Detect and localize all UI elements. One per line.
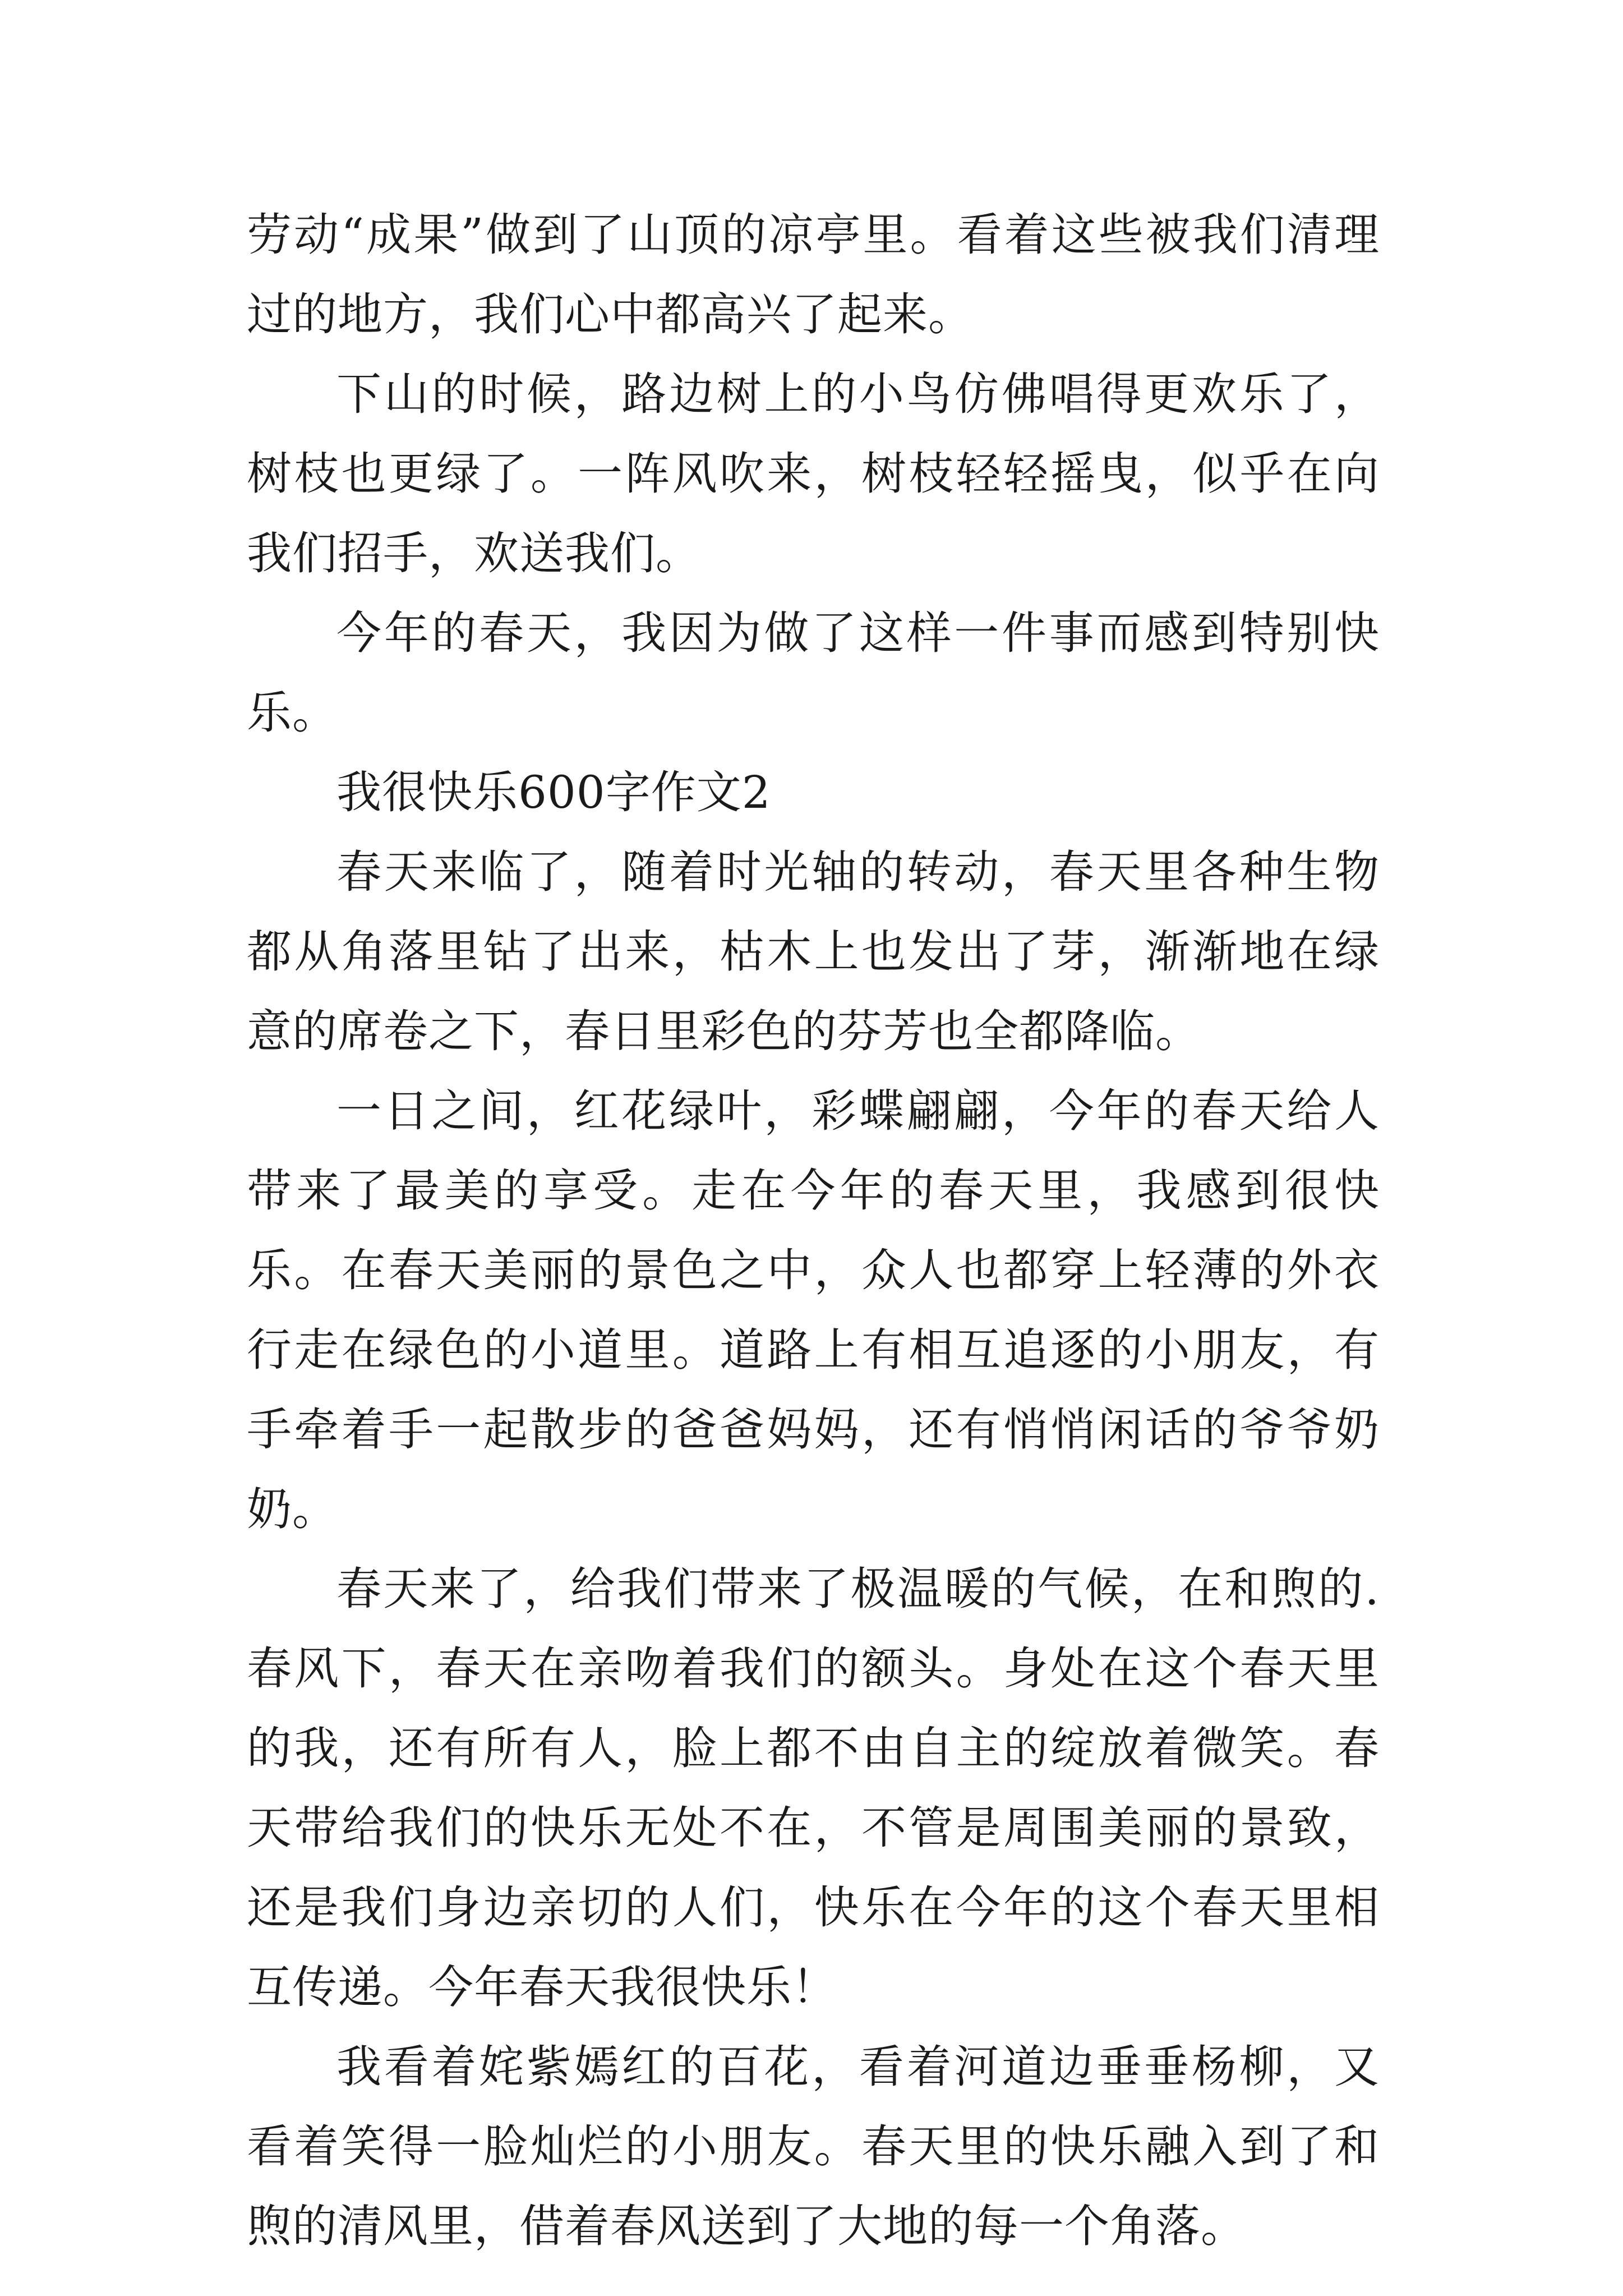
essay-body bbox=[247, 195, 1380, 2266]
paragraph-warm-breeze: 春天来了，给我们带来了极温暖的气候，在和煦的.春风下，春天在亲吻着我们的额头。身处在这个春天里的我，还有所有人，脸上都不由自主的绽放着微笑。春天带给我们的快乐无处不在，不管是周围美丽的景致，还是我们身边亲切的人们，快乐在今年的这个春天里相互传递。今年春天我很快乐！ bbox=[247, 1563, 1380, 2013]
paragraph-spring-arrives: 春天来临了，随着时光轴的转动，春天里各种生物都从角落里钻了出来，枯木上也发出了芽，渐渐地在绿意的席卷之下，春日里彩色的芬芳也全都降临。 bbox=[247, 846, 1380, 1057]
essay-heading: 我很快乐600字作文2 bbox=[336, 766, 771, 818]
paragraph-continuation: 劳动“成果”做到了山顶的凉亭里。看着这些被我们清理过的地方，我们心中都高兴了起来。 bbox=[247, 209, 1380, 341]
paragraph-descending-mountain: 下山的时候，路边树上的小鸟仿佛唱得更欢乐了，树枝也更绿了。一阵风吹来，树枝轻轻摇曳，似乎在向我们招手，欢送我们。 bbox=[247, 368, 1380, 579]
paragraph-hundred-flowers: 我看着姹紫嫣红的百花，看着河道边垂垂杨柳，又看着笑得一脸灿烂的小朋友。春天里的快乐融入到了和煦的清风里，借着春风送到了大地的每一个角落。 bbox=[247, 2041, 1380, 2252]
paragraph-spring-joy: 今年的春天，我因为做了这样一件事而感到特别快乐。 bbox=[247, 607, 1380, 739]
paragraph-flowers-butterflies: 一日之间，红花绿叶，彩蝶翩翩，今年的春天给人带来了最美的享受。走在今年的春天里，我感到很快乐。在春天美丽的景色之中，众人也都穿上轻薄的外衣行走在绿色的小道里。道路上有相互追逐的小朋友，有手牵着手一起散步的爸爸妈妈，还有悄悄闲话的爷爷奶奶。 bbox=[247, 1085, 1380, 1535]
